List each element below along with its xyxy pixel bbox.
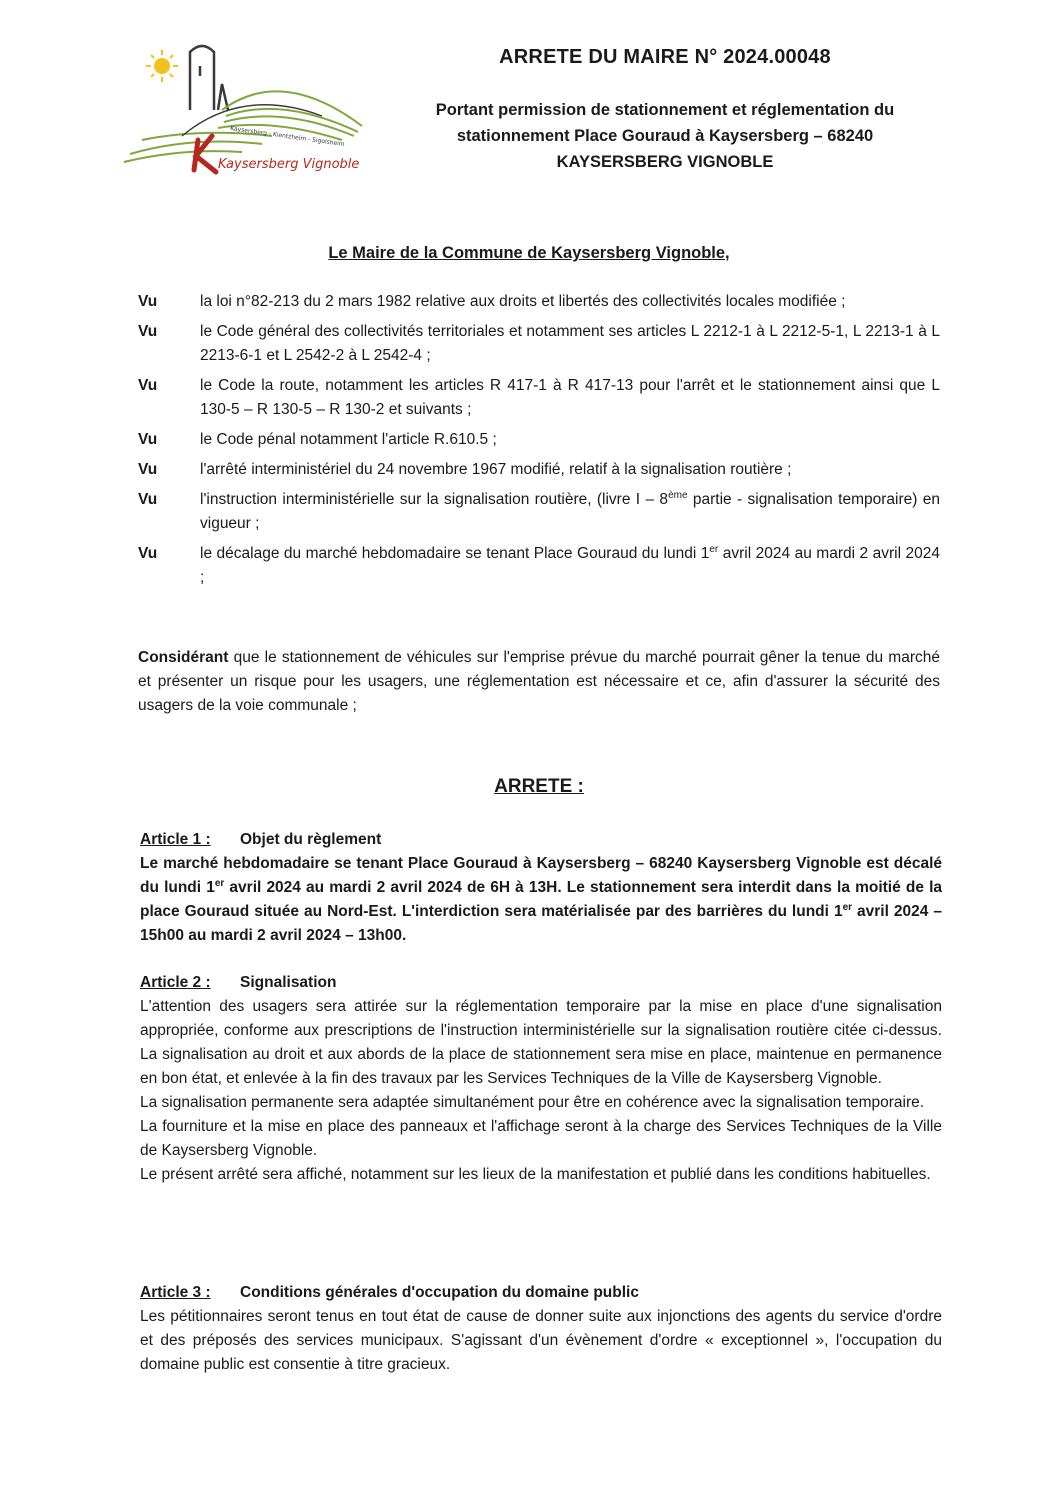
vu-item — [138, 374, 940, 422]
article-number: Article 3 : — [140, 1284, 211, 1301]
tower-icon — [190, 46, 228, 110]
article-number: Article 1 : — [140, 831, 211, 848]
article-1 — [140, 828, 942, 948]
logo-small-text: Kaysersberg - Kientzheim - Sigolsheim — [229, 125, 346, 149]
vu-item — [138, 542, 940, 590]
considerant-paragraph — [138, 646, 940, 718]
vu-label: Vu — [138, 377, 158, 394]
article-heading — [140, 1281, 942, 1305]
article-paragraph: Le marché hebdomadaire se tenant Place Gouraud à Kaysersberg – 68240 Kaysersberg Vignoble est décalé du lundi 1er avril 2024 au mardi 2 avril 2024 de 6H à 13H. Le stationnement sera interdit dans la moitié de la place Gouraud située au Nord-Est. L'interdiction sera matérialisée par des barrières du lundi 1er avril 2024 – 15h00 au mardi 2 avril 2024 – 13h00. — [140, 855, 942, 944]
vu-label: Vu — [138, 323, 158, 340]
sun-icon — [146, 50, 178, 82]
vu-text: la loi n°82-213 du 2 mars 1982 relative aux droits et libertés des collectivités locales modifiée ; — [200, 293, 846, 310]
article-3 — [140, 1281, 942, 1377]
vu-text: l'instruction interministérielle sur la signalisation routière, (livre I – 8ème partie - signalisation temporaire) en vigueur ; — [200, 489, 940, 532]
vu-label: Vu — [138, 293, 158, 310]
considerant-lead: Considérant — [138, 649, 229, 666]
vu-item — [138, 458, 940, 482]
vu-text: le Code la route, notamment les articles R 417-1 à R 417-13 pour l'arrêt et le stationnement ainsi que L 130-5 – R 130-5 – R 130-2 et suivants ; — [200, 377, 940, 418]
vu-text: le Code pénal notamment l'article R.610.5 ; — [200, 431, 497, 448]
vu-label: Vu — [138, 545, 158, 562]
vu-item — [138, 320, 940, 368]
vu-text: le Code général des collectivités territoriales et notamment ses articles L 2212-1 à L 2212-5-1, L 2213-1 à L 2213-6-1 et L 2542-2 à L 2542-4 ; — [200, 323, 940, 364]
vu-text: l'arrêté interministériel du 24 novembre 1967 modifié, relatif à la signalisation routière ; — [200, 461, 792, 478]
article-paragraph: Le présent arrêté sera affiché, notamment sur les lieux de la manifestation et publié dans les conditions habituelles. — [140, 1166, 931, 1183]
subtitle-line: Portant permission de stationnement et réglementation du — [435, 101, 895, 119]
decree-subtitle — [385, 97, 945, 175]
subtitle-line: stationnement Place Gouraud à Kaysersberg – 68240 — [456, 127, 874, 145]
article-heading — [140, 971, 942, 995]
vu-label: Vu — [138, 431, 158, 448]
vu-item — [138, 428, 940, 452]
article-title: Signalisation — [240, 974, 337, 991]
article-2 — [140, 971, 942, 1187]
vu-label: Vu — [138, 491, 158, 508]
article-paragraph: La signalisation permanente sera adaptée simultanément pour être en cohérence avec la signalisation temporaire. — [140, 1094, 925, 1111]
maire-heading: Le Maire de la Commune de Kaysersberg Vignoble, — [328, 244, 730, 262]
article-number: Article 2 : — [140, 974, 211, 991]
arrete-heading: ARRETE : — [494, 776, 584, 797]
article-paragraph: L'attention des usagers sera attirée sur la réglementation temporaire par la mise en place d'une signalisation appropriée, conforme aux prescriptions de l'instruction interministérielle sur la signalisation routière citée ci-dessus. La signalisation au droit et aux abords de la place de stationnement sera mise en place, maintenue en permanence en bon état, et enlevée à la fin des travaux par les Services Techniques de la Ville de Kaysersberg Vignoble. — [140, 998, 942, 1087]
logo-brand-text: Kaysersberg Vignoble — [218, 157, 360, 172]
article-title: Objet du règlement — [240, 831, 382, 848]
kaysersberg-vignoble-logo — [122, 36, 370, 182]
vu-list — [138, 290, 940, 596]
decree-title: ARRETE DU MAIRE N° 2024.00048 — [499, 46, 831, 68]
article-title: Conditions générales d'occupation du domaine public — [240, 1284, 639, 1301]
vu-label: Vu — [138, 461, 158, 478]
article-paragraph: La fourniture et la mise en place des panneaux et l'affichage seront à la charge des Services Techniques de la Ville de Kaysersberg Vignoble. — [140, 1118, 942, 1159]
article-heading — [140, 828, 942, 852]
vu-item — [138, 290, 940, 314]
article-paragraph: Les pétitionnaires seront tenus en tout état de cause de donner suite aux injonctions des agents du service d'ordre et des préposés des services municipaux. S'agissant d'un évènement d'ordre « exceptionnel », l'occupation du domaine public est consentie à titre gracieux. — [140, 1308, 942, 1373]
subtitle-line: KAYSERSBERG VIGNOBLE — [556, 153, 774, 171]
vu-item — [138, 488, 940, 536]
considerant-text: que le stationnement de véhicules sur l'emprise prévue du marché pourrait gêner la tenue du marché et présenter un risque pour les usagers, une réglementation est nécessaire et ce, afin d'assurer la sécurité des usagers de la voie communale ; — [138, 649, 940, 714]
vu-text: le décalage du marché hebdomadaire se tenant Place Gouraud du lundi 1er avril 2024 au mardi 2 avril 2024 ; — [200, 543, 940, 586]
